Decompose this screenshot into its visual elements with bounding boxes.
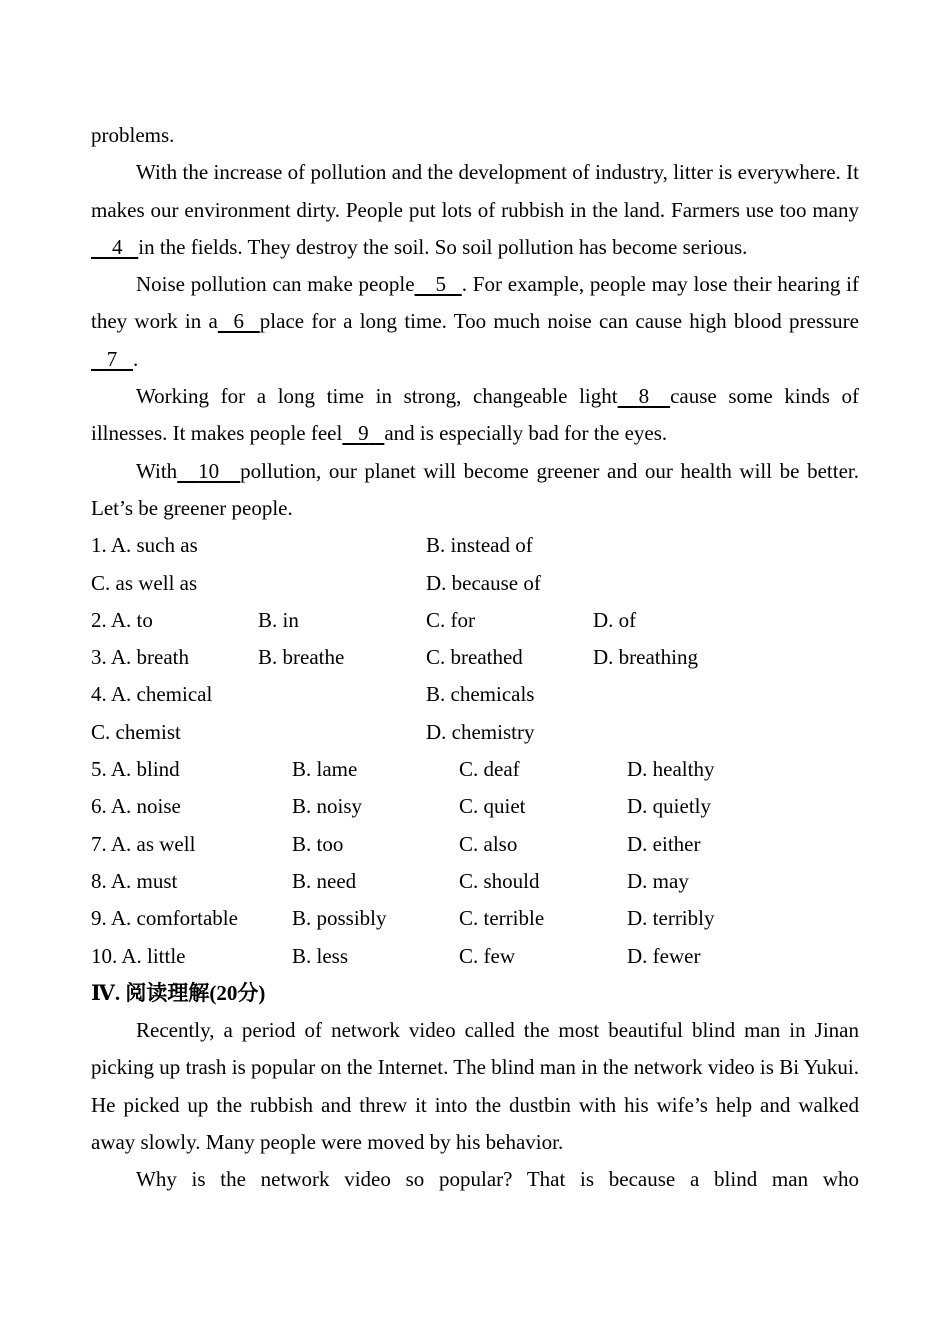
option: 5. A. blind [91, 757, 180, 782]
option: 1. A. such as [91, 533, 198, 558]
passage-paragraph-4: With 10 pollution, our planet will become greener and our health will be better. Let’s be greener people. [91, 453, 859, 528]
question-row [91, 639, 859, 676]
option: 8. A. must [91, 868, 178, 893]
option: 6. A. noise [91, 794, 181, 819]
document-page [91, 117, 859, 1199]
option: C. for [426, 607, 475, 632]
option: D. because of [426, 570, 541, 595]
question-row [91, 938, 859, 975]
option: D. healthy [627, 757, 715, 782]
reading-paragraph-2: Why is the network video so popular? That is because a blind man who [136, 1167, 859, 1192]
option: B. chemicals [426, 682, 535, 707]
blank-10: 10 [198, 458, 220, 483]
option: C. terrible [459, 906, 545, 931]
passage-paragraph-1: With the increase of pollution and the development of industry, litter is everywhere. It makes our environment dirty. People put lots of rubbish in the land. Farmers use too many 4 in the fields. They destroy the soil. So soil pollution has become serious. [91, 154, 859, 266]
question-row [91, 788, 859, 825]
blank-7: 7 [106, 346, 118, 371]
passage-line: problems. [91, 123, 175, 147]
option: B. instead of [426, 533, 533, 558]
option: C. should [459, 868, 540, 893]
blank-6: 6 [233, 309, 245, 334]
blank-8: 8 [638, 384, 650, 409]
option: B. less [292, 943, 349, 968]
question-row [91, 565, 859, 602]
option: D. either [627, 831, 701, 856]
option: B. too [292, 831, 344, 856]
option: C. deaf [459, 757, 520, 782]
option: C. as well as [91, 570, 198, 595]
option: D. terribly [627, 906, 715, 931]
question-row [91, 826, 859, 863]
option: B. possibly [292, 906, 387, 931]
question-row [91, 751, 859, 788]
option: B. lame [292, 757, 358, 782]
option: 4. A. chemical [91, 682, 213, 707]
option: B. in [258, 607, 299, 632]
option: D. breathing [593, 645, 698, 670]
option: D. may [627, 868, 689, 893]
option: C. quiet [459, 794, 526, 819]
option: 3. A. breath [91, 645, 189, 670]
option: C. few [459, 943, 515, 968]
option: D. chemistry [426, 719, 535, 744]
question-row [91, 900, 859, 937]
passage-paragraph-2: Noise pollution can make people 5 . For example, people may lose their hearing if they work in a 6 place for a long time. Too much noise can cause high blood pressure 7 . [91, 266, 859, 378]
section-title: Ⅳ. 阅读理解(20分) [91, 980, 266, 1005]
option: B. need [292, 868, 357, 893]
passage-paragraph-3: Working for a long time in strong, changeable light 8 cause some kinds of illnesses. It makes people feel 9 and is especially bad for the eyes. [91, 378, 859, 453]
reading-paragraph-1: Recently, a period of network video called the most beautiful blind man in Jinan picking up trash is popular on the Internet. The blind man in the network video is Bi Yukui. He picked up the rubbish and threw it into the dustbin with his wife’s help and walked away slowly. Many people were moved by his behavior. [91, 1018, 859, 1155]
question-row [91, 714, 859, 751]
option: C. also [459, 831, 518, 856]
question-row [91, 676, 859, 713]
option: D. fewer [627, 943, 701, 968]
option: D. quietly [627, 794, 711, 819]
question-row [91, 527, 859, 564]
option: D. of [593, 607, 637, 632]
blank-9: 9 [358, 421, 369, 446]
option: 2. A. to [91, 607, 153, 632]
option: C. chemist [91, 719, 181, 744]
option: B. breathe [258, 645, 345, 670]
question-row [91, 602, 859, 639]
option: C. breathed [426, 645, 523, 670]
option: B. noisy [292, 794, 363, 819]
blank-4: 4 [112, 234, 123, 259]
option: 9. A. comfortable [91, 906, 238, 931]
blank-5: 5 [435, 272, 447, 297]
question-row [91, 863, 859, 900]
option: 7. A. as well [91, 831, 196, 856]
option: 10. A. little [91, 943, 186, 968]
